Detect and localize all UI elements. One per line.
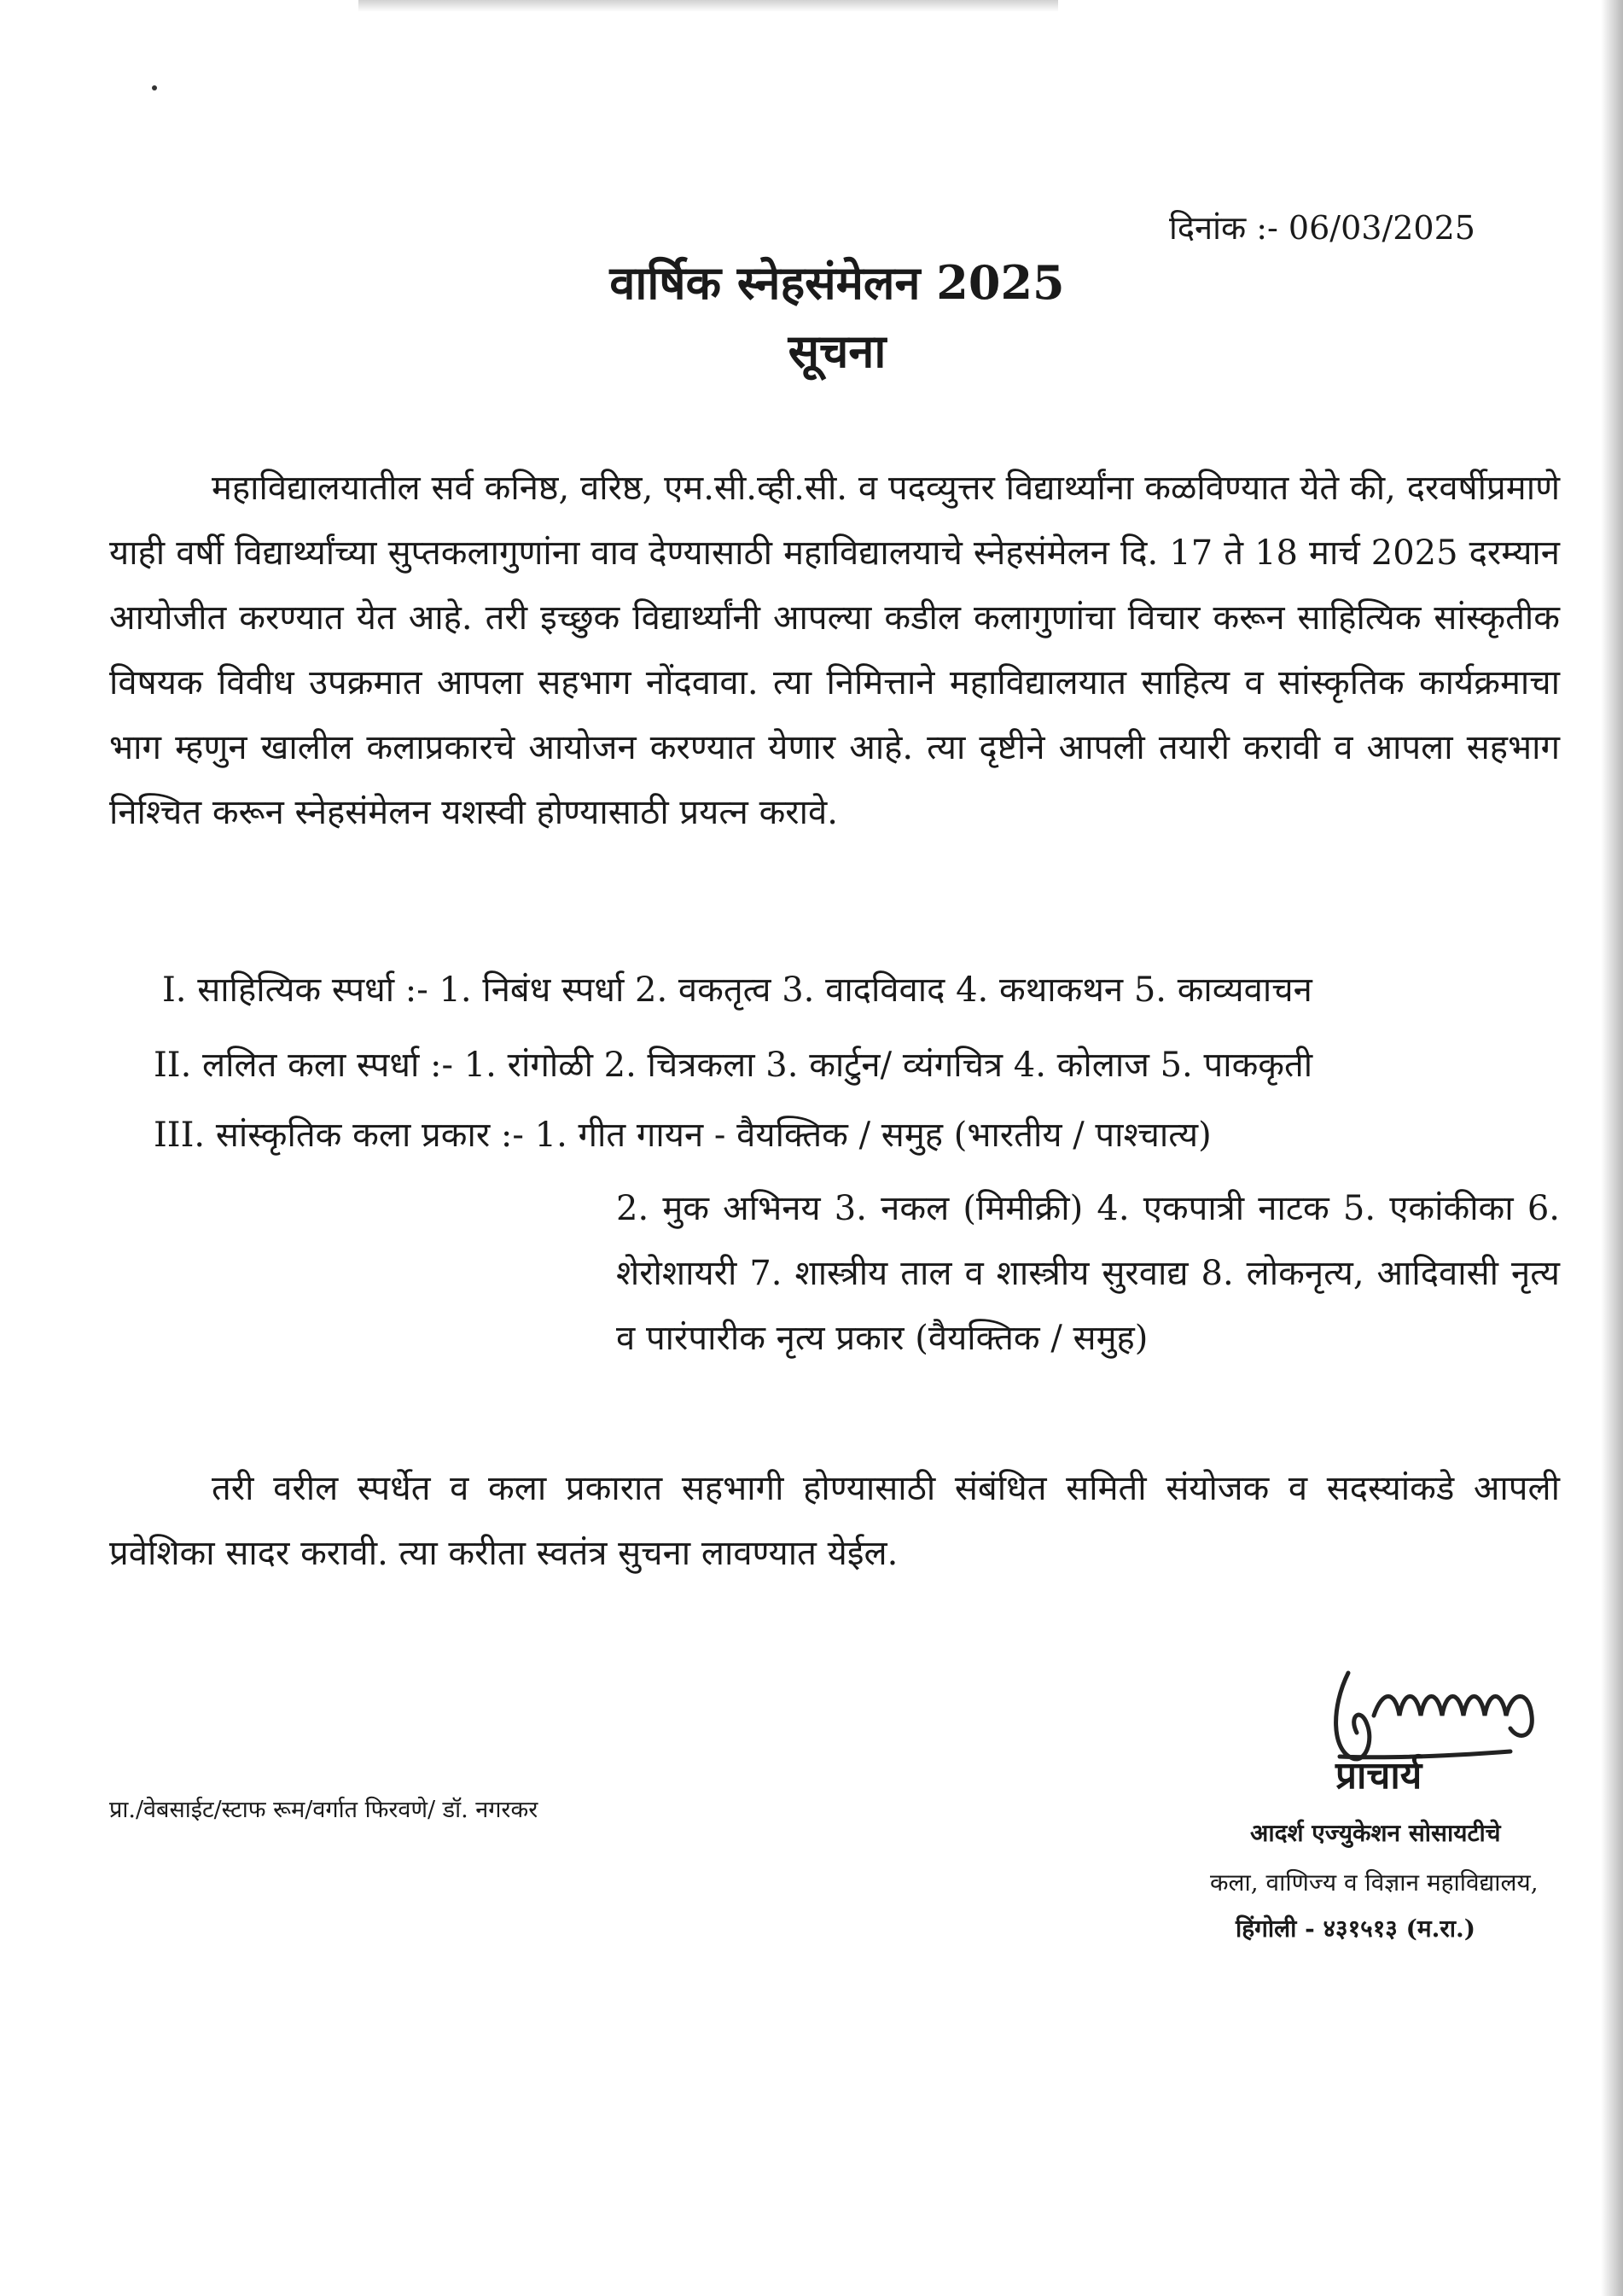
stamp-college: कला, वाणिज्य व विज्ञान महाविद्यालय, [1210, 1868, 1539, 1897]
stamp-address: हिंगोली - ४३१५१३ (म.रा.) [1236, 1914, 1476, 1943]
list-item-cultural-continued: 2. मुक अभिनय 3. नकल (मिमीक्री) 4. एकपात्री नाटक 5. एकांकीका 6. शेरोशायरी 7. शास्त्रीय ताल व शास्त्रीय सुरवाद्य 8. लोकनृत्य, आदिवासी नृत्य व पारंपारीक नृत्य प्रकार (वैयक्तिक / समुह) [616, 1189, 1560, 1358]
scan-speck [152, 85, 157, 90]
scan-top-shadow [358, 0, 1058, 12]
list-item-fine-arts: II. ललित कला स्पर्धा :- 1. रांगोळी 2. चित्रकला 3. कार्टुन/ व्यंगचित्र 4. कोलाज 5. पाककृती [154, 1046, 1313, 1085]
list-item-cultural: III. सांस्कृतिक कला प्रकार :- 1. गीत गायन - वैयक्तिक / समुह (भारतीय / पाश्चात्य) [154, 1116, 1212, 1155]
distribution-note: प्रा./वेबसाईट/स्टाफ रूम/वर्गात फिरवणे/ डॉ. नगरकर [109, 1797, 538, 1823]
notice-paragraph-closing: तरी वरील स्पर्धेत व कला प्रकारात सहभागी होण्यासाठी संबंधित समिती संयोजक व सदस्यांकडे आपली प्रवेशिका सादर करावी. त्या करीता स्वतंत्र सुचना लावण्यात येईल. [109, 1469, 1560, 1573]
notice-paragraph-intro: महाविद्यालयातील सर्व कनिष्ठ, वरिष्ठ, एम.सी.व्ही.सी. व पदव्युत्तर विद्यार्थ्यांना कळविण्यात येते की, दरवर्षीप्रमाणे याही वर्षी विद्यार्थ्यांच्या सुप्तकलागुणांना वाव देण्यासाठी महाविद्यालयाचे स्नेहसंमेलन दि. 17 ते 18 मार्च 2025 दरम्यान आयोजीत करण्यात येत आहे. तरी इच्छुक विद्यार्थ्यांनी आपल्या कडील कलागुणांचा विचार करून साहित्यिक सांस्कृतीक विषयक विवीध उपक्रमात आपला सहभाग नोंदवावा. त्या निमित्ताने महाविद्यालयात साहित्य व सांस्कृतिक कार्यक्रमाचा भाग म्हणुन खालील कलाप्रकारचे आयोजन करण्यात येणार आहे. त्या दृष्टीने आपली तयारी करावी व आपला सहभाग निश्चित करून स्नेहसंमेलन यशस्वी होण्यासाठी प्रयत्न करावे. [109, 469, 1560, 832]
notice-title: वार्षिक स्नेहसंमेलन 2025 [609, 255, 1065, 310]
stamp-principal: प्राचार्य [1335, 1754, 1422, 1798]
notice-date: दिनांक :- 06/03/2025 [1169, 209, 1475, 247]
list-item-literary: I. साहित्यिक स्पर्धा :- 1. निबंध स्पर्धा 2. वकतृत्व 3. वादविवाद 4. कथाकथन 5. काव्यवाचन [162, 970, 1312, 1010]
notice-subtitle: सूचना [788, 323, 887, 378]
stamp-society: आदर्श एज्युकेशन सोसायटीचे [1250, 1819, 1501, 1847]
